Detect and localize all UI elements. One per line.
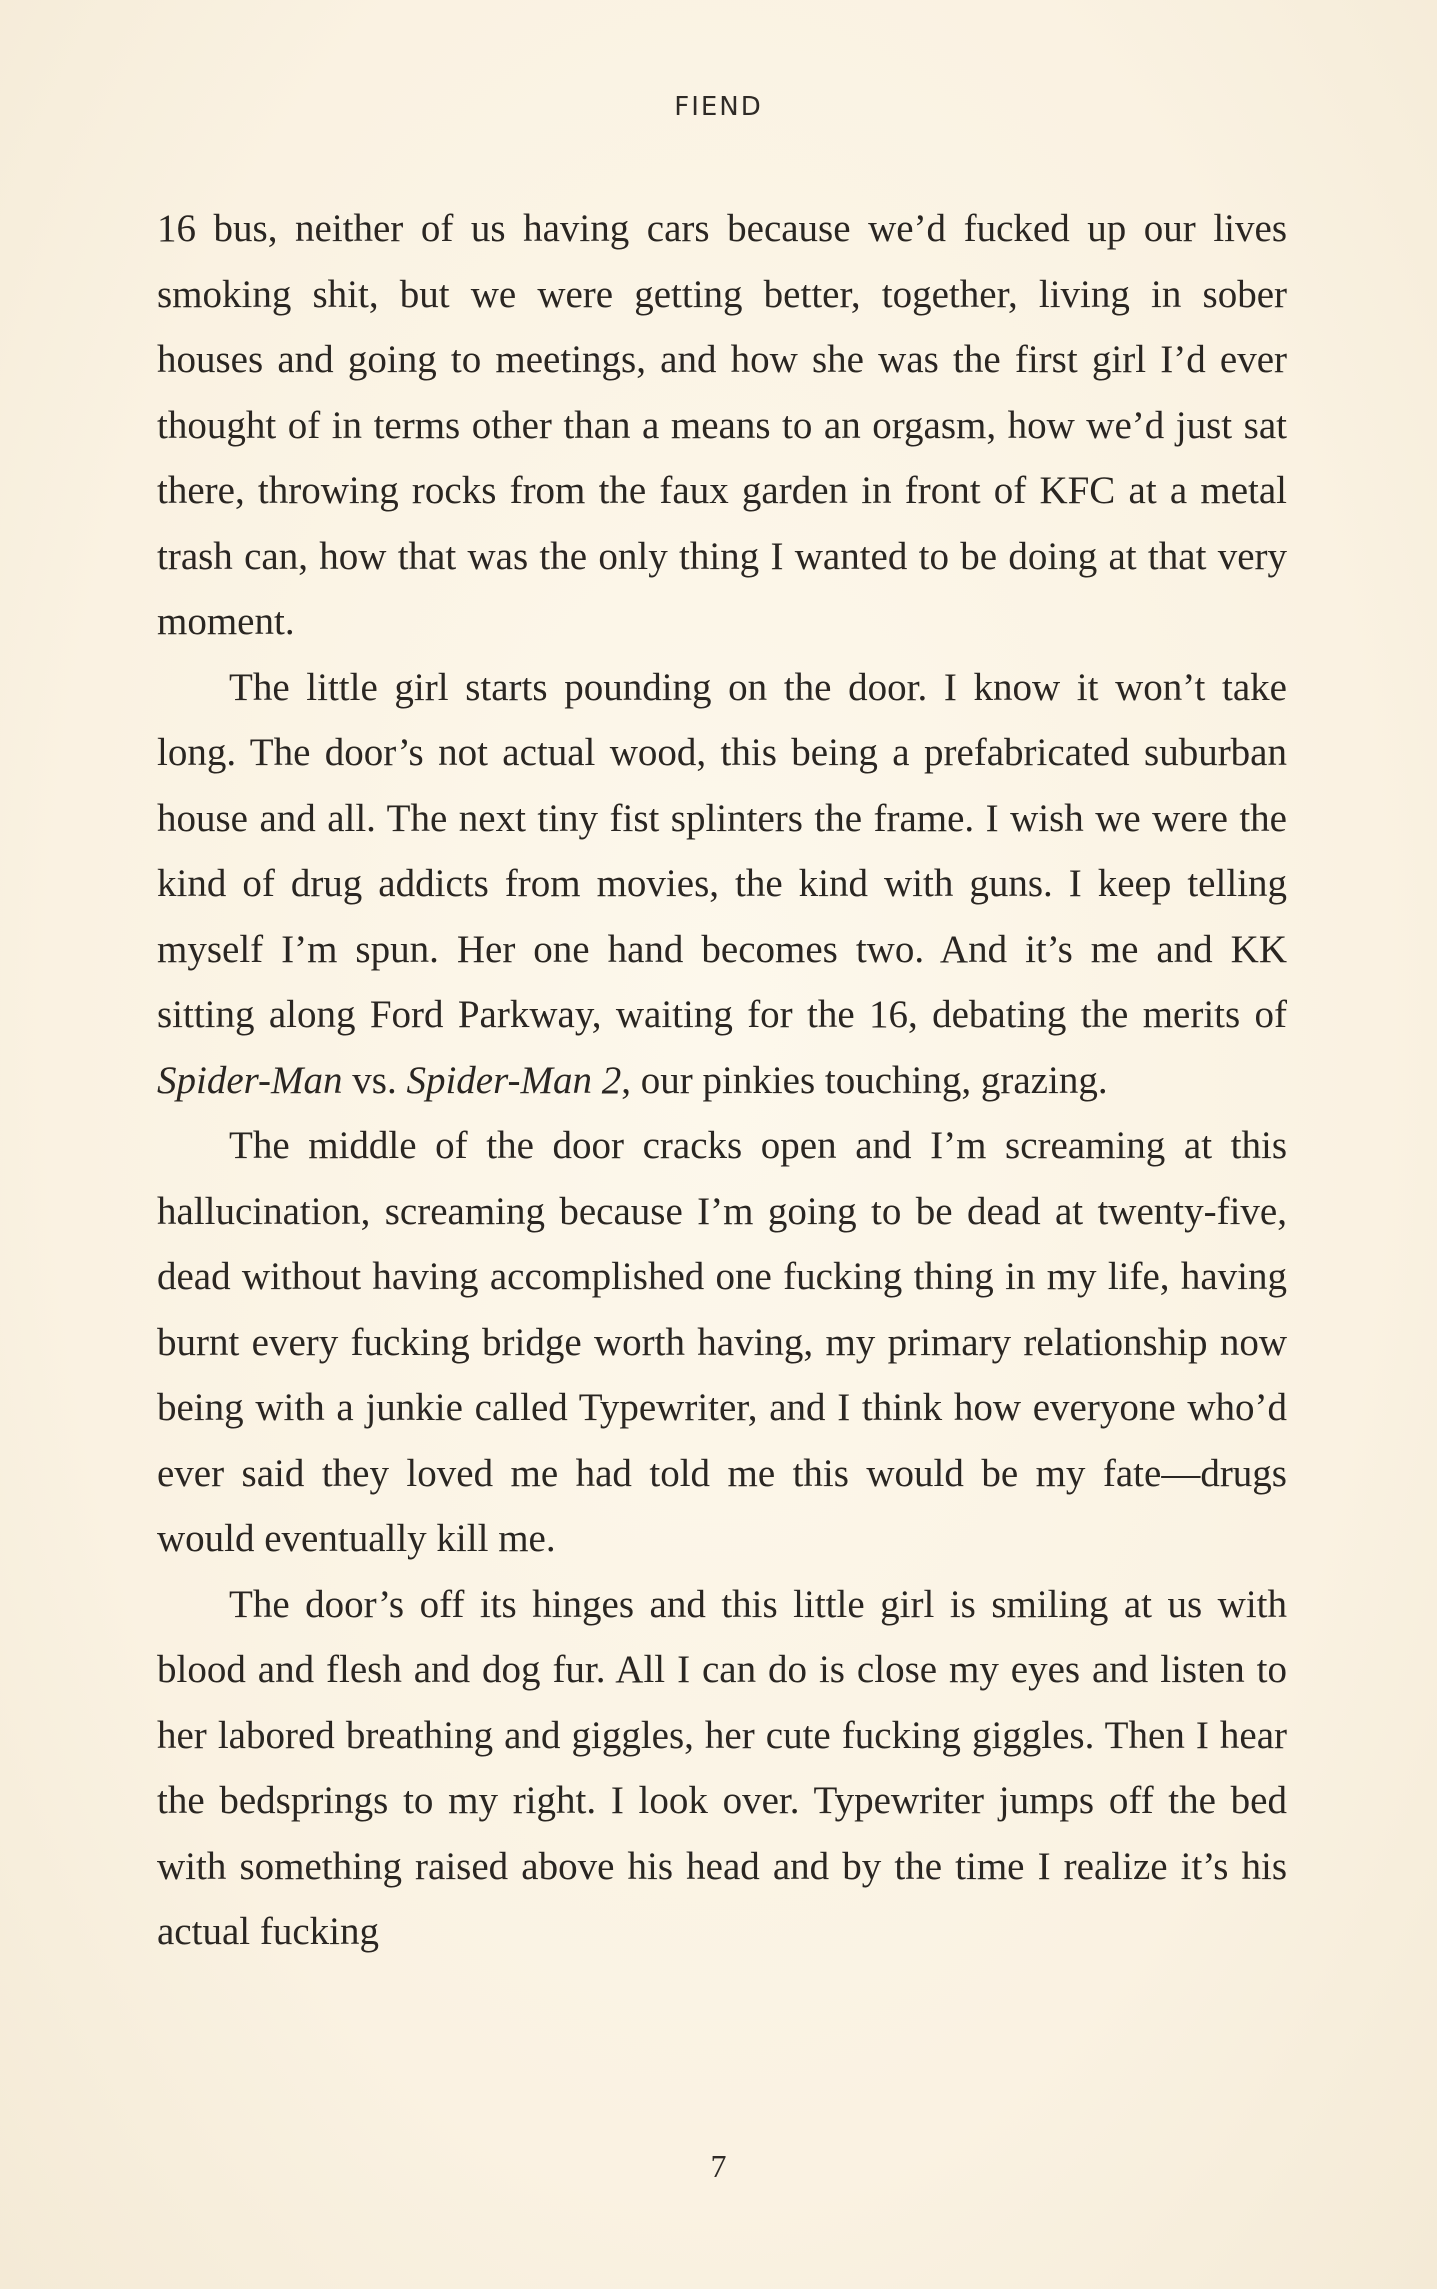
italic-title: Spider-Man 2 <box>406 1058 622 1102</box>
paragraph-text: 16 bus, neither of us having cars because we’d fucked up our lives smoking shit, but we were getting better, together, living in sober houses and going to meetings, and how she was the first girl I’d ever thought of in terms other than a means to an orgasm, how we’d just sat there, throwing rocks from the faux garden in front of KFC at a metal trash can, how that was the only thing I wanted to be doing at that very moment. <box>157 207 1287 643</box>
paragraph-text: , our pinkies touching, grazing. <box>621 1058 1108 1102</box>
paragraph-text: vs. <box>342 1058 407 1102</box>
paragraph-2 <box>157 655 1287 1114</box>
paragraph-4 <box>157 1572 1287 1965</box>
paragraph-text: The door’s off its hinges and this little girl is smiling at us with blood and flesh and dog fur. All I can do is close my eyes and listen to her labored breathing and giggles, her cute fucking giggles. Then I hear the bedsprings to my right. I look over. Typewriter jumps off the bed with something raised above his head and by the time I realize it’s his actual fucking <box>157 1582 1287 1953</box>
paragraph-1 <box>157 196 1287 655</box>
page-number: 7 <box>710 2148 727 2184</box>
running-head: FIEND <box>674 92 763 122</box>
paragraph-text: The middle of the door cracks open and I’m screaming at this hallucination, screaming because I’m going to be dead at twenty-five, dead without having accomplished one fucking thing in my life, having burnt every fucking bridge worth having, my primary relationship now being with a junkie called Typewriter, and I think how everyone who’d ever said they loved me had told me this would be my fate—drugs would eventually kill me. <box>157 1124 1287 1560</box>
paragraph-3 <box>157 1113 1287 1572</box>
paragraph-text: The little girl starts pounding on the door. I know it won’t take long. The door’s not actual wood, this being a prefabricated suburban house and all. The next tiny fist splinters the frame. I wish we were the kind of drug addicts from movies, the kind with guns. I keep telling myself I’m spun. Her one hand becomes two. And it’s me and KK sitting along Ford Parkway, waiting for the 16, debating the merits of <box>157 665 1287 1036</box>
italic-title: Spider-Man <box>157 1058 343 1102</box>
body-text <box>157 196 1287 1965</box>
